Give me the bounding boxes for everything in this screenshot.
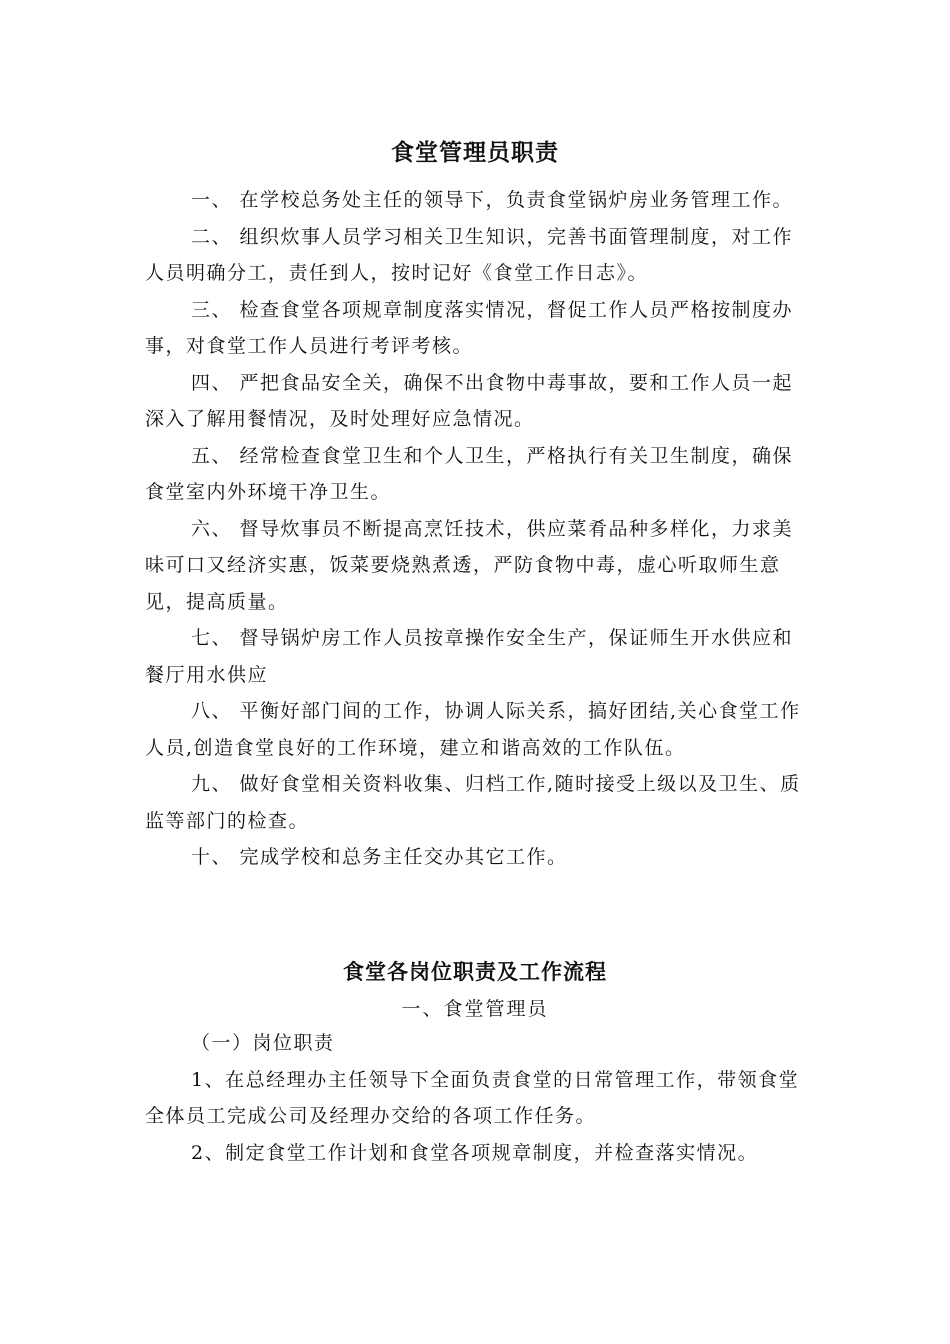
duty-item-4	[145, 365, 810, 438]
duty-number: 十、	[191, 846, 233, 868]
duty-text: 督导炊事员不断提高烹饪技术，供应菜肴品种多样化，力求美味可口又经济实惠，饭菜要烧熟煮透，严防食物中毒，虚心听取师生意见，提高质量。	[145, 517, 794, 613]
section2-item-1: 1、在总经理办主任领导下全面负责食堂的日常管理工作，带领食堂全体员工完成公司及经理办交给的各项工作任务。	[145, 1068, 800, 1127]
duty-text: 检查食堂各项规章制度落实情况，督促工作人员严格按制度办事，对食堂工作人员进行考评考核。	[145, 298, 794, 357]
duty-item-5	[145, 438, 810, 511]
duty-number: 三、	[191, 298, 233, 321]
duty-number: 一、	[191, 189, 233, 211]
duty-item-8	[145, 693, 810, 766]
section2-title: 食堂各岗位职责及工作流程	[343, 960, 607, 984]
duty-text: 严把食品安全关，确保不出食物中毒事故，要和工作人员一起深入了解用餐情况，及时处理好应急情况。	[145, 371, 794, 430]
section1-body	[145, 182, 810, 876]
duty-text: 平衡好部门间的工作，协调人际关系，搞好团结,关心食堂工作人员,创造食堂良好的工作环境，建立和谐高效的工作队伍。	[145, 700, 801, 759]
section2-subtitle: 一、食堂管理员	[401, 998, 549, 1020]
duty-number: 八、	[191, 700, 233, 722]
duty-text: 在学校总务处主任的领导下，负责食堂锅炉房业务管理工作。	[232, 189, 794, 211]
duty-item-7	[145, 620, 810, 693]
duty-number: 九、	[191, 773, 233, 795]
duty-item-2	[145, 219, 810, 292]
duty-text: 组织炊事人员学习相关卫生知识，完善书面管理制度，对工作人员明确分工，责任到人，按时记好《食堂工作日志》。	[145, 225, 794, 284]
duty-item-3	[145, 292, 810, 365]
duty-number: 二、	[191, 225, 233, 248]
section2-body	[145, 1025, 815, 1171]
duty-item-1	[145, 182, 810, 219]
duty-number: 五、	[191, 444, 233, 467]
duty-number: 六、	[191, 517, 233, 540]
duty-item-10	[145, 839, 810, 876]
duty-text: 做好食堂相关资料收集、归档工作,随时接受上级以及卫生、质监等部门的检查。	[145, 773, 801, 832]
section2-item-2: 2、制定食堂工作计划和食堂各项规章制度，并检查落实情况。	[191, 1141, 759, 1164]
section1-title: 食堂管理员职责	[391, 140, 559, 166]
section2-heading: （一）岗位职责	[191, 1032, 335, 1054]
duty-number: 七、	[191, 627, 233, 649]
duty-text: 完成学校和总务主任交办其它工作。	[232, 846, 568, 868]
duty-item-6	[145, 511, 810, 621]
duty-text: 经常检查食堂卫生和个人卫生，严格执行有关卫生制度，确保食堂室内外环境干净卫生。	[145, 444, 794, 503]
duty-text: 督导锅炉房工作人员按章操作安全生产，保证师生开水供应和餐厅用水供应	[145, 627, 794, 686]
duty-item-9	[145, 766, 810, 839]
duty-number: 四、	[191, 371, 233, 394]
